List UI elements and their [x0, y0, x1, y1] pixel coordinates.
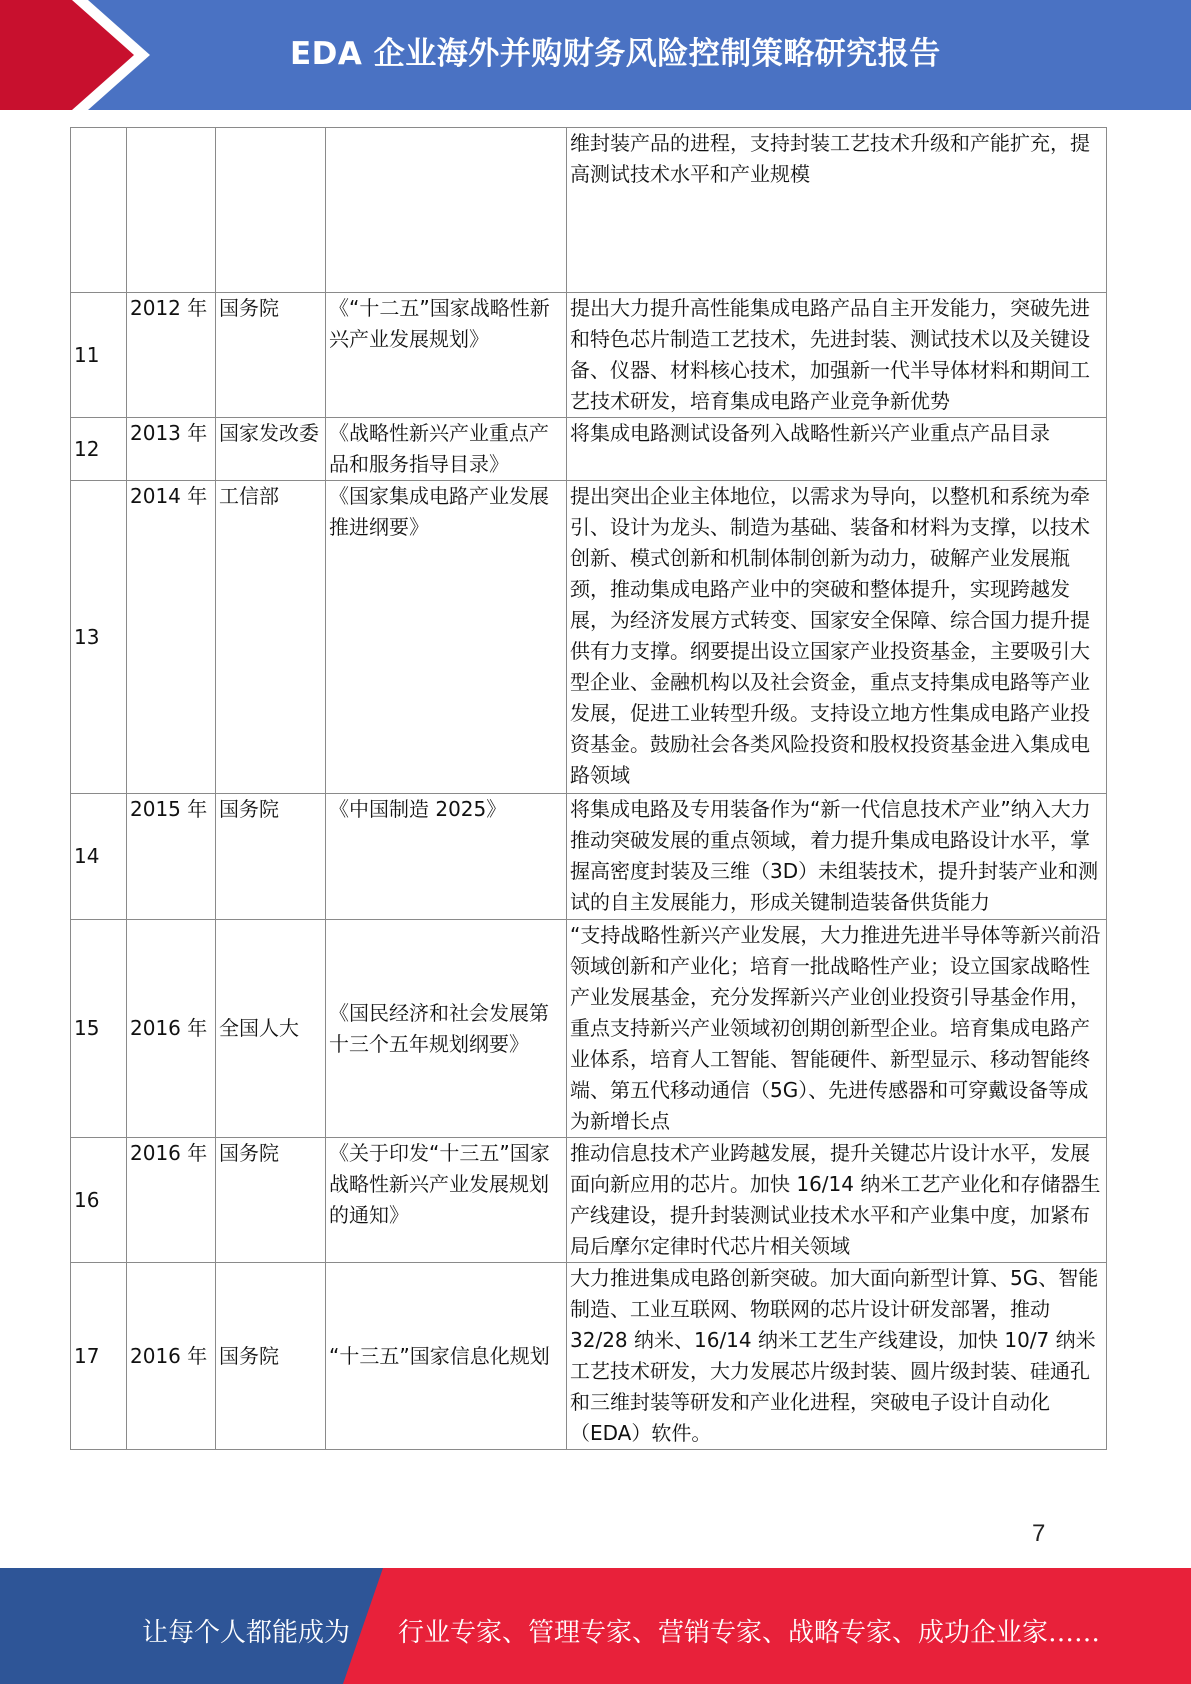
row-department: 国务院	[216, 1263, 326, 1450]
footer-slogan-left: 让每个人都能成为	[142, 1618, 351, 1648]
row-department: 工信部	[216, 481, 326, 794]
row-content: 将集成电路测试设备列入战略性新兴产业重点产品目录	[567, 418, 1107, 481]
row-department	[216, 128, 326, 293]
row-year	[127, 128, 216, 293]
row-year: 2016 年	[127, 920, 216, 1138]
row-content: 将集成电路及专用装备作为“新一代信息技术产业”纳入大力推动突破发展的重点领域，着力提升集成电路设计水平，掌握高密度封装及三维（3D）未组装技术，提升封装产业和测试的自主发展能力，形成关键制造装备供货能力	[567, 794, 1107, 920]
row-department: 国务院	[216, 1138, 326, 1263]
table-row	[71, 1138, 1107, 1263]
row-year: 2016 年	[127, 1263, 216, 1450]
table-row	[71, 128, 1107, 293]
row-content: 大力推进集成电路创新突破。加大面向新型计算、5G、智能制造、工业互联网、物联网的芯片设计研发部署，推动 32/28 纳米、16/14 纳米工艺生产线建设，加快 10/7 纳米工艺技术研发，大力发展芯片级封装、圆片级封装、硅通孔和三维封装等研发和产业化进程，突破电子设计自动化（EDA）软件。	[567, 1263, 1107, 1450]
row-document: 《“十二五”国家战略性新兴产业发展规划》	[326, 293, 567, 418]
row-year: 2013 年	[127, 418, 216, 481]
header-red-chevron	[0, 0, 150, 110]
row-department: 国务院	[216, 293, 326, 418]
row-year: 2016 年	[127, 1138, 216, 1263]
table-row	[71, 920, 1107, 1138]
row-department: 国务院	[216, 794, 326, 920]
footer-slogan-right: 行业专家、管理专家、营销专家、战略专家、成功企业家……	[398, 1618, 1101, 1648]
row-number	[71, 128, 127, 293]
row-number: 14	[71, 794, 127, 920]
report-title: EDA 企业海外并购财务风险控制策略研究报告	[290, 36, 941, 72]
row-content: “支持战略性新兴产业发展，大力推进先进半导体等新兴前沿领域创新和产业化；培育一批战略性产业；设立国家战略性产业发展基金，充分发挥新兴产业创业投资引导基金作用，重点支持新兴产业领域初创期创新型企业。培育集成电路产业体系，培育人工智能、智能硬件、新型显示、移动智能终端、第五代移动通信（5G）、先进传感器和可穿戴设备等成为新增长点	[567, 920, 1107, 1138]
row-number: 17	[71, 1263, 127, 1450]
row-document	[326, 128, 567, 293]
header-band	[0, 0, 1191, 110]
table-row	[71, 481, 1107, 794]
row-document: 《国民经济和社会发展第十三个五年规划纲要》	[326, 920, 567, 1138]
row-document: 《关于印发“十三五”国家战略性新兴产业发展规划的通知》	[326, 1138, 567, 1263]
row-content: 维封装产品的进程，支持封装工艺技术升级和产能扩充，提高测试技术水平和产业规模	[567, 128, 1107, 293]
row-document: “十三五”国家信息化规划	[326, 1263, 567, 1450]
row-content: 推动信息技术产业跨越发展，提升关键芯片设计水平，发展面向新应用的芯片。加快 16/14 纳米工艺产业化和存储器生产线建设，提升封装测试业技术水平和产业集中度，加紧布局后摩尔定律时代芯片相关领域	[567, 1138, 1107, 1263]
row-document: 《国家集成电路产业发展推进纲要》	[326, 481, 567, 794]
row-year: 2015 年	[127, 794, 216, 920]
row-document: 《战略性新兴产业重点产品和服务指导目录》	[326, 418, 567, 481]
table-row	[71, 418, 1107, 481]
table-row	[71, 794, 1107, 920]
row-department: 国家发改委	[216, 418, 326, 481]
row-number: 11	[71, 293, 127, 418]
table-row	[71, 1263, 1107, 1450]
row-year: 2014 年	[127, 481, 216, 794]
footer-band	[0, 1568, 1191, 1684]
row-content: 提出突出企业主体地位，以需求为导向，以整机和系统为牵引、设计为龙头、制造为基础、装备和材料为支撑，以技术创新、模式创新和机制体制创新为动力，破解产业发展瓶颈，推动集成电路产业中的突破和整体提升，实现跨越发展，为经济发展方式转变、国家安全保障、综合国力提升提供有力支撑。纲要提出设立国家产业投资基金，主要吸引大型企业、金融机构以及社会资金，重点支持集成电路等产业发展，促进工业转型升级。支持设立地方性集成电路产业投资基金。鼓励社会各类风险投资和股权投资基金进入集成电路领域	[567, 481, 1107, 794]
row-content: 提出大力提升高性能集成电路产品自主开发能力，突破先进和特色芯片制造工艺技术，先进封装、测试技术以及关键设备、仪器、材料核心技术，加强新一代半导体材料和期间工艺技术研发，培育集成电路产业竞争新优势	[567, 293, 1107, 418]
table-row	[71, 293, 1107, 418]
row-number: 12	[71, 418, 127, 481]
page-number: 7	[1032, 1520, 1046, 1547]
row-number: 16	[71, 1138, 127, 1263]
row-year: 2012 年	[127, 293, 216, 418]
row-document: 《中国制造 2025》	[326, 794, 567, 920]
row-department: 全国人大	[216, 920, 326, 1138]
row-number: 13	[71, 481, 127, 794]
policy-table	[70, 127, 1107, 1450]
row-number: 15	[71, 920, 127, 1138]
